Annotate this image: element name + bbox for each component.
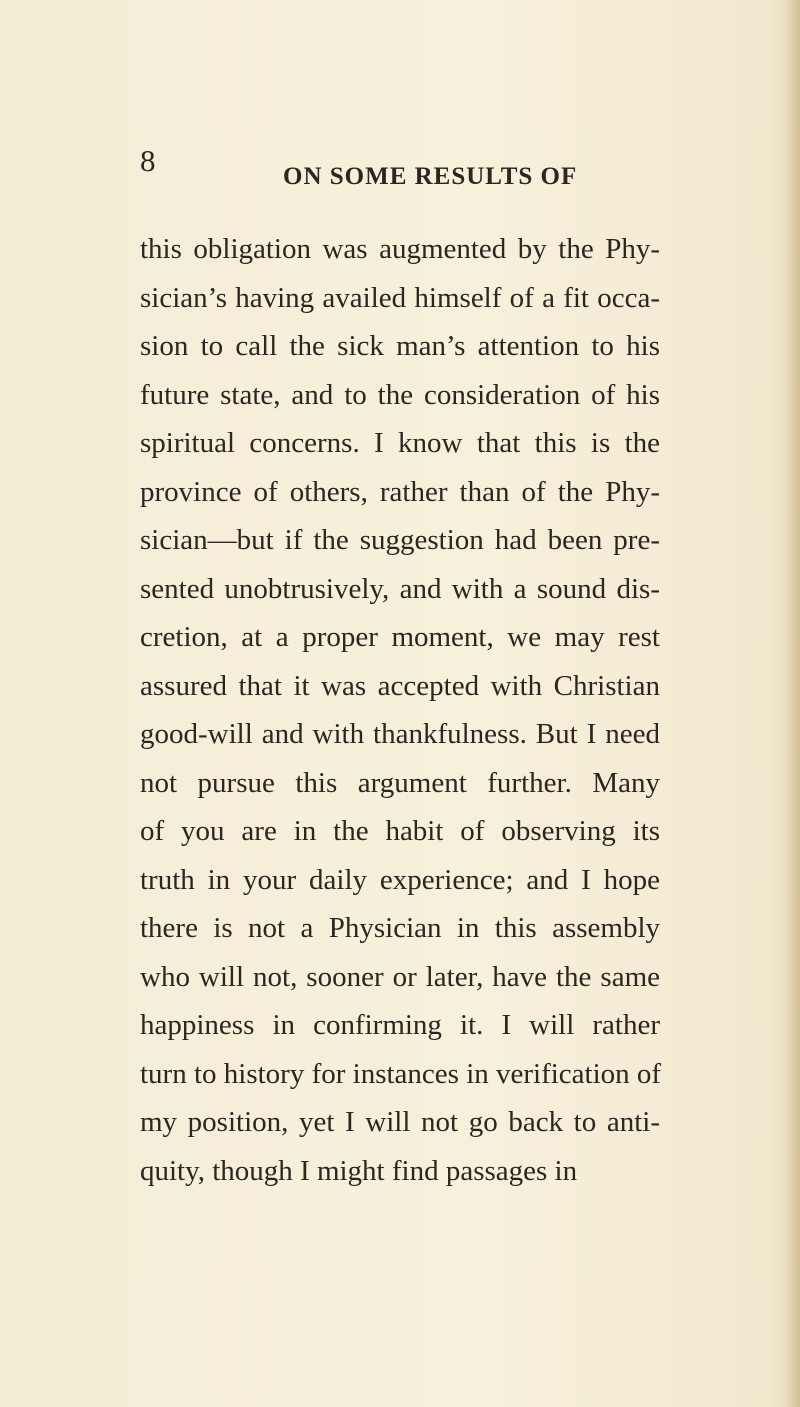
body-text [140,225,660,1195]
text-line: sician—but if the suggestion had been pre- [140,524,660,556]
page-edge-shadow [786,0,800,1407]
text-line: assured that it was accepted with Christian [140,669,660,702]
text-line: province of others, rather than of the Phy- [140,475,660,508]
text-line: my position, yet I will not go back to anti- [140,1106,660,1138]
text-line: of you are in the habit of observing its [140,815,660,847]
text-line: spiritual concerns. I know that this is the [140,427,660,459]
text-line: happiness in confirming it. I will rather [140,1009,660,1041]
text-line: truth in your daily experience; and I hope [140,863,660,896]
text-line: good-will and with thankfulness. But I need [140,718,660,750]
text-line: there is not a Physician in this assembly [140,912,660,944]
text-line: sented unobtrusively, and with a sound dis- [140,572,660,605]
text-line: cretion, at a proper moment, we may rest [140,621,660,653]
text-line: sician’s having availed himself of a fit occa- [140,281,660,314]
text-line: sion to call the sick man’s attention to his [140,330,660,362]
page-number: 8 [140,143,156,178]
text-line: who will not, sooner or later, have the same [140,960,660,993]
text-line: turn to history for instances in verification of [140,1057,662,1090]
text-line: future state, and to the consideration of his [140,378,660,411]
text-line: quity, though I might find passages in [140,1154,578,1187]
running-head: ON SOME RESULTS OF [283,163,578,190]
text-line: not pursue this argument further. Many [140,766,660,799]
text-line: this obligation was augmented by the Phy- [140,233,660,265]
